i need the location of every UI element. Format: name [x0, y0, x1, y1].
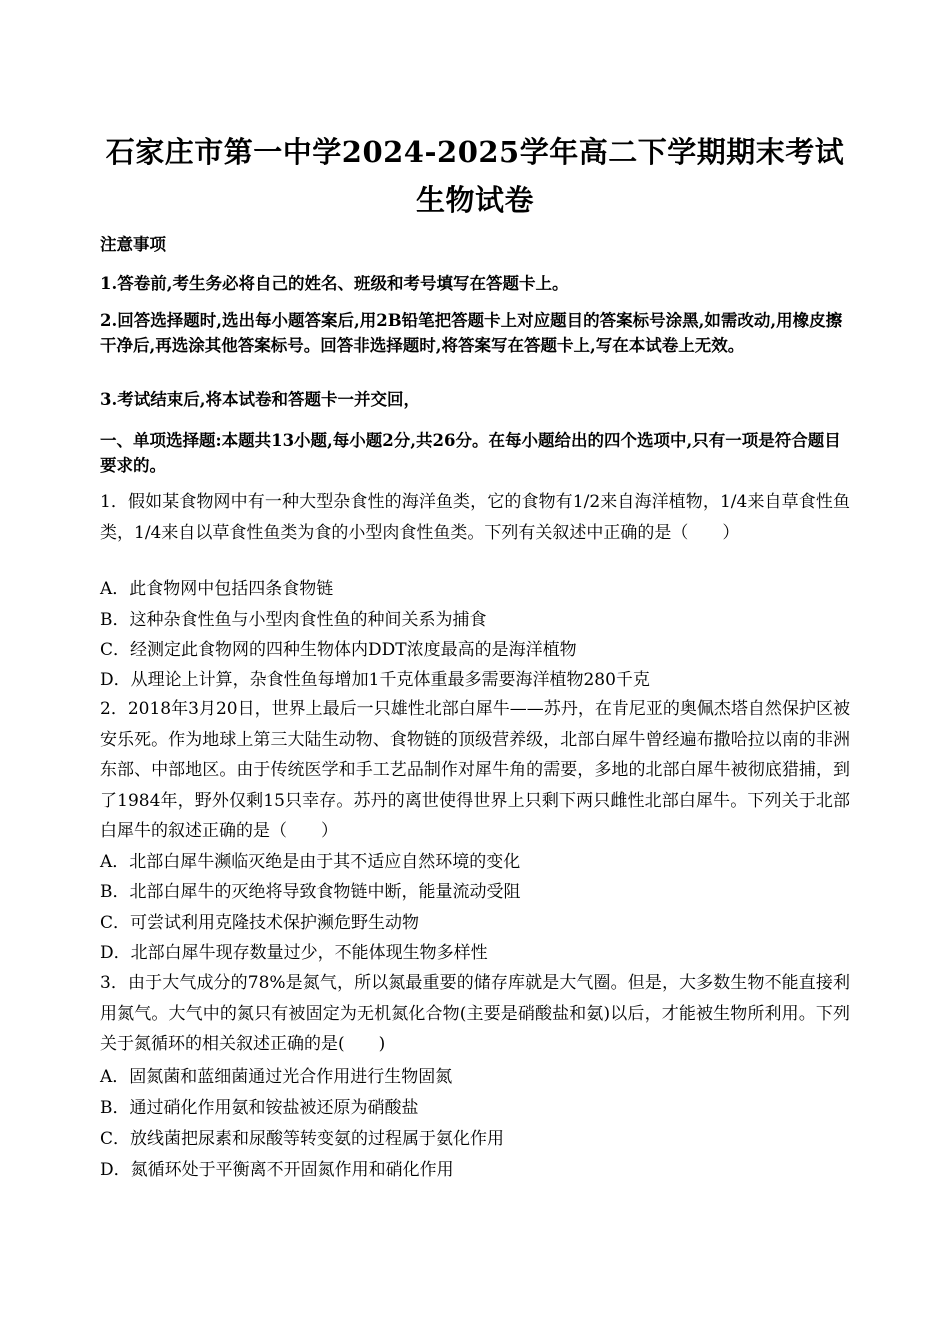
question-3-stem: 3．由于大气成分的78%是氮气，所以氮最重要的储存库就是大气圈。但是，大多数生物不能直接利用氮气。大气中的氮只有被固定为无机氮化合物(主要是硝酸盐和氨)以后，才能被生物所利用。下列关于氮循环的相关叙述正确的是( ): [100, 973, 850, 1054]
section-heading: 一、单项选择题:本题共13小题,每小题2分,共26分。在每小题给出的四个选项中,只有一项是符合题目要求的。: [100, 431, 841, 475]
question-2-option-c: C．可尝试利用克隆技术保护濒危野生动物: [100, 913, 420, 933]
question-1-option-d: D．从理论上计算，杂食性鱼每增加1千克体重最多需要海洋植物280千克: [100, 670, 650, 690]
question-1-option-a: A．此食物网中包括四条食物链: [100, 579, 334, 599]
question-1-option-c: C．经测定此食物网的四种生物体内DDT浓度最高的是海洋植物: [100, 640, 577, 660]
notice-item-2: 2.回答选择题时,选出每小题答案后,用2B铅笔把答题卡上对应题目的答案标号涂黑,如需改动,用橡皮擦干净后,再选涂其他答案标号。回答非选择题时,将答案写在答题卡上,写在本试卷上无效。: [100, 311, 843, 355]
question-3-option-b: B．通过硝化作用氨和铵盐被还原为硝酸盐: [100, 1098, 419, 1118]
question-2-option-a: A．北部白犀牛濒临灭绝是由于其不适应自然环境的变化: [100, 852, 521, 872]
question-2-option-d: D．北部白犀牛现存数量过少，不能体现生物多样性: [100, 943, 488, 963]
question-2-stem: 2．2018年3月20日，世界上最后一只雄性北部白犀牛——苏丹，在肯尼亚的奥佩杰塔自然保护区被安乐死。作为地球上第三大陆生动物、食物链的顶级营养级，北部白犀牛曾经遍布撒哈拉以南的非洲东部、中部地区。由于传统医学和手工艺品制作对犀牛角的需要，多地的北部白犀牛被彻底猎捕，到了1984年，野外仅剩15只幸存。苏丹的离世使得世界上只剩下两只雌性北部白犀牛。下列关于北部白犀牛的叙述正确的是（ ）: [100, 699, 850, 841]
question-3-option-c: C．放线菌把尿素和尿酸等转变氨的过程属于氨化作用: [100, 1129, 505, 1149]
question-1-stem: 1．假如某食物网中有一种大型杂食性的海洋鱼类，它的食物有1/2来自海洋植物，1/4来自草食性鱼类，1/4来自以草食性鱼类为食的小型肉食性鱼类。下列有关叙述中正确的是（ ）: [100, 492, 850, 543]
exam-title: 石家庄市第一中学2024-2025学年高二下学期期末考试: [105, 135, 845, 169]
question-1-option-b: B．这种杂食性鱼与小型肉食性鱼的种间关系为捕食: [100, 610, 487, 630]
question-3-option-a: A．固氮菌和蓝细菌通过光合作用进行生物固氮: [100, 1067, 453, 1087]
exam-subject-title: 生物试卷: [415, 183, 534, 217]
notice-item-1: 1.答卷前,考生务必将自己的姓名、班级和考号填写在答题卡上。: [100, 274, 569, 293]
question-3-option-d: D．氮循环处于平衡离不开固氮作用和硝化作用: [100, 1160, 454, 1180]
notice-item-3: 3.考试结束后,将本试卷和答题卡一并交回，: [100, 390, 420, 409]
notice-heading: 注意事项: [100, 235, 166, 254]
question-2-option-b: B．北部白犀牛的灭绝将导致食物链中断，能量流动受阻: [100, 882, 521, 902]
